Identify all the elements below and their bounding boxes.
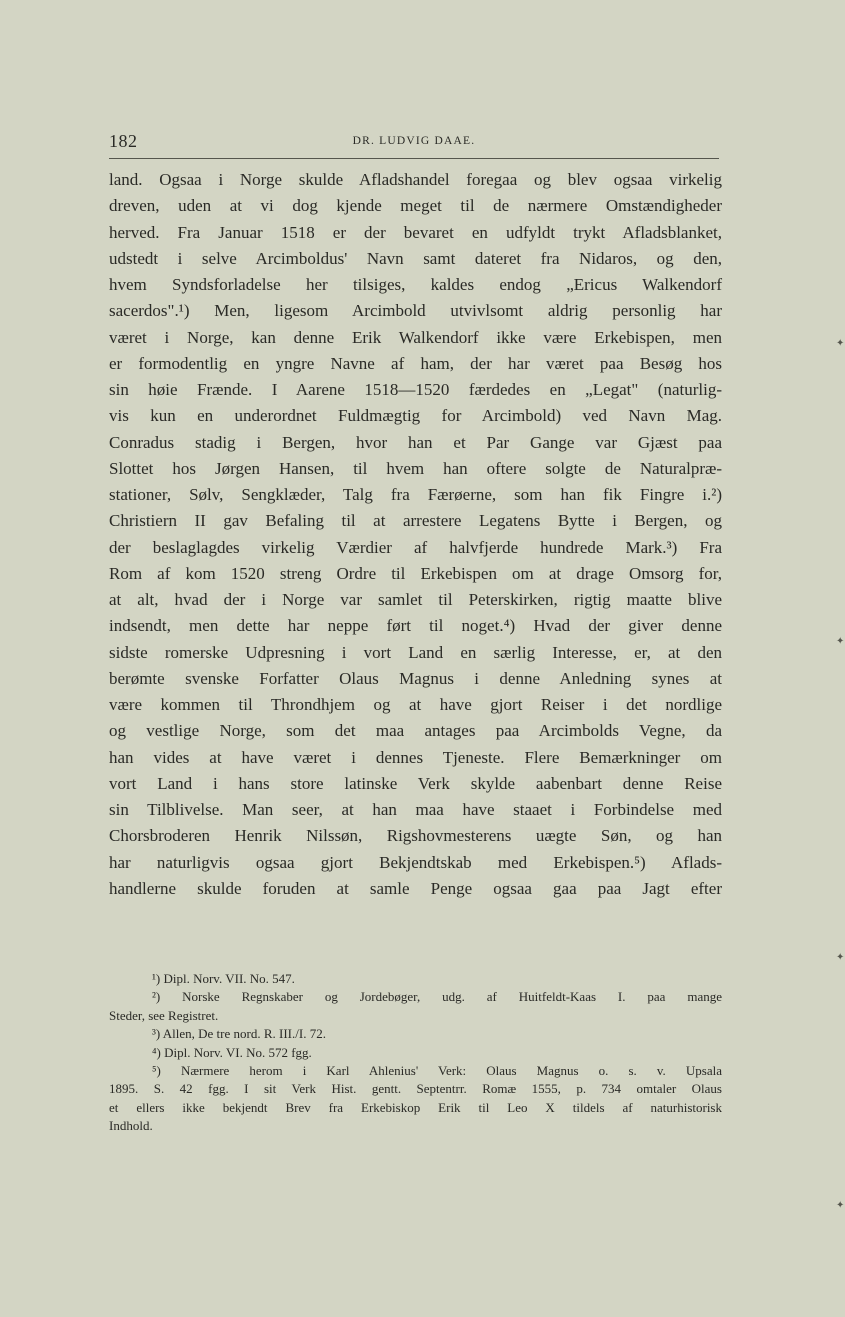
body-line: sin høie Frænde. I Aarene 1518—1520 færdedes en „Legat" (naturlig- [109, 380, 722, 399]
margin-mark: ✦ [836, 952, 845, 963]
body-line: sidste romerske Udpresning i vort Land en særlig Interesse, er, at den [109, 642, 722, 662]
body-line: stationer, Sølv, Sengklæder, Talg fra Færøerne, som han fik Fingre i.²) [109, 485, 722, 504]
footnote-line: ⁵) Nærmere herom i Karl Ahlenius' Verk: Olaus Magnus o. s. v. Upsala [152, 1062, 722, 1078]
body-line: indsendt, men dette har neppe ført til noget.⁴) Hvad der giver denne [109, 616, 722, 636]
body-line: der beslaglagdes virkelig Værdier af halvfjerde hundrede Mark.³) Fra [109, 537, 722, 557]
body-line: være kommen til Throndhjem og at have gjort Reiser i det nordlige [109, 695, 722, 714]
body-line: Christiern II gav Befaling til at arrestere Legatens Bytte i Bergen, og [109, 511, 722, 531]
body-line: at alt, hvad der i Norge var samlet til Peterskirken, rigtig maatte blive [109, 590, 722, 609]
body-line: berømte svenske Forfatter Olaus Magnus i denne Anledning synes at [109, 668, 722, 688]
body-line: vis kun en underordnet Fuldmægtig for Arcimbold) ved Navn Mag. [109, 406, 722, 426]
body-line: sacerdos".¹) Men, ligesom Arcimbold utvivlsomt aldrig personlig har [109, 301, 722, 321]
footnote-line: ⁴) Dipl. Norv. VI. No. 572 fgg. [152, 1044, 312, 1060]
margin-mark: ✦ [836, 1200, 845, 1211]
body-line: handlerne skulde foruden at samle Penge ogsaa gaa paa Jagt efter [109, 878, 722, 898]
body-line: Conradus stadig i Bergen, hvor han et Par Gange var Gjæst paa [109, 432, 722, 452]
running-head: DR. LUDVIG DAAE. [352, 135, 476, 147]
footnote-line: et ellers ikke bekjendt Brev fra Erkebiskop Erik til Leo X tildels af naturhistorisk [109, 1099, 722, 1115]
body-line: hvem Syndsforladelse her tilsiges, kaldes endog „Ericus Walkendorf [109, 275, 722, 294]
body-line: og vestlige Norge, som det maa antages paa Arcimbolds Vegne, da [109, 721, 722, 741]
body-line: herved. Fra Januar 1518 er der bevaret en udfyldt trykt Afladsblanket, [109, 222, 722, 242]
footnote-line: 1895. S. 42 fgg. I sit Verk Hist. gentt. Septentrr. Romæ 1555, p. 734 omtaler Olaus [109, 1081, 722, 1097]
body-line: Chorsbroderen Henrik Nilssøn, Rigshovmesterens uægte Søn, og han [109, 826, 722, 846]
footnote-line: Indhold. [109, 1118, 153, 1134]
body-line: har naturligvis ogsaa gjort Bekjendtskab med Erkebispen.⁵) Aflads- [109, 852, 722, 872]
body-line: land. Ogsaa i Norge skulde Afladshandel foregaa og blev ogsaa virkelig [109, 170, 722, 189]
page-number: 182 [109, 131, 138, 151]
footnote-line: ¹) Dipl. Norv. VII. No. 547. [152, 971, 295, 986]
margin-mark: ✦ [836, 338, 845, 349]
body-text [109, 167, 722, 902]
footnote-line: Steder, see Registret. [109, 1007, 219, 1023]
body-line: udstedt i selve Arcimboldus' Navn samt dateret fra Nidaros, og den, [109, 248, 722, 268]
body-line: Slottet hos Jørgen Hansen, til hvem han oftere solgte de Naturalpræ- [109, 458, 722, 478]
page-header [109, 126, 719, 159]
footnotes [109, 970, 722, 1136]
body-line: været i Norge, kan denne Erik Walkendorf ikke være Erkebispen, men [109, 327, 722, 347]
body-line: sin Tilblivelse. Man seer, at han maa have staaet i Forbindelse med [109, 800, 722, 819]
body-line: han vides at have været i dennes Tjeneste. Flere Bemærkninger om [109, 747, 722, 767]
body-line: er formodentlig en yngre Navne af ham, der har været paa Besøg hos [109, 353, 722, 373]
margin-mark: ✦ [836, 636, 845, 647]
body-line: vort Land i hans store latinske Verk skylde aabenbart denne Reise [109, 773, 722, 793]
footnote-line: ²) Norske Regnskaber og Jordebøger, udg. af Huitfeldt-Kaas I. paa mange [152, 989, 722, 1005]
body-line: Rom af kom 1520 streng Ordre til Erkebispen om at drage Omsorg for, [109, 563, 722, 583]
body-line: dreven, uden at vi dog kjende meget til de nærmere Omstændigheder [109, 196, 722, 216]
footnote-line: ³) Allen, De tre nord. R. III./I. 72. [152, 1026, 326, 1042]
